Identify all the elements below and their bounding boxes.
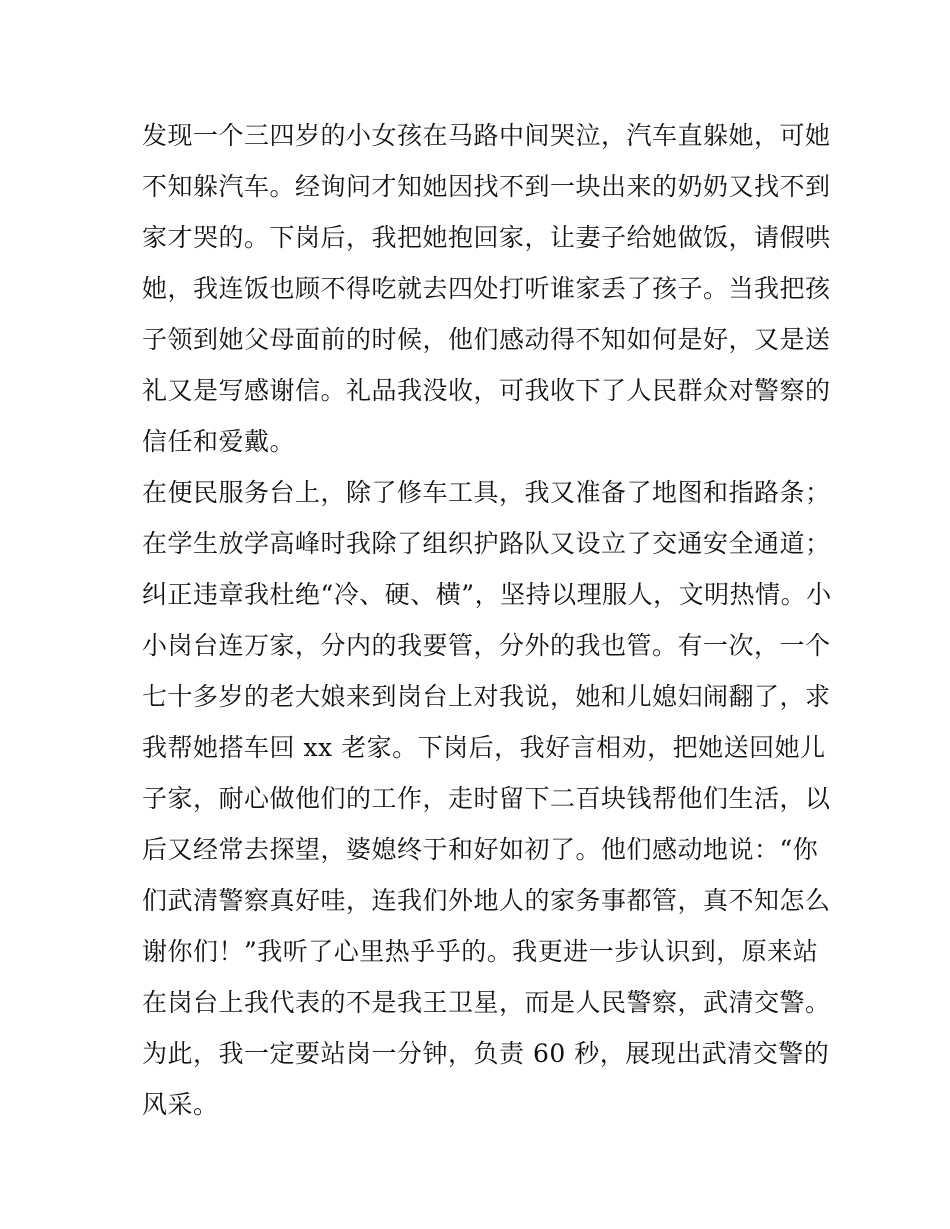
text-line: 后又经常去探望，婆媳终于和好如初了。他们感动地说：“你 <box>142 835 819 864</box>
text-line: 子家，耐心做他们的工作，走时留下二百块钱帮他们生活，以 <box>142 784 831 813</box>
text-line: 风采。 <box>142 1090 219 1119</box>
text-line: 信任和爱戴。 <box>142 427 296 456</box>
text-line: 子领到她父母面前的时候，他们感动得不知如何是好，又是送 <box>142 325 831 354</box>
text-line: 在学生放学高峰时我除了组织护路队又设立了交通安全通道； <box>142 529 831 558</box>
text-line: 为此，我一定要站岗一分钟，负责 60 秒，展现出武清交警的 <box>142 1039 830 1068</box>
paragraph-2 <box>142 467 832 1130</box>
text-line: 在岗台上我代表的不是我王卫星，而是人民警察，武清交警。 <box>142 988 831 1017</box>
text-line: 不知躲汽车。经询问才知她因找不到一块出来的奶奶又找不到 <box>142 172 831 201</box>
text-line: 我帮她搭车回 xx 老家。下岗后，我好言相劝，把她送回她儿 <box>142 733 826 762</box>
text-line: 谢你们！”我听了心里热乎乎的。我更进一步认识到，原来站 <box>142 937 819 966</box>
text-line: 她，我连饭也顾不得吃就去四处打听谁家丢了孩子。当我把孩 <box>142 274 831 303</box>
text-line: 们武清警察真好哇，连我们外地人的家务事都管，真不知怎么 <box>142 886 831 915</box>
text-line: 纠正违章我杜绝“冷、硬、横”，坚持以理服人，文明热情。小 <box>142 580 832 609</box>
text-line: 家才哭的。下岗后，我把她抱回家，让妻子给她做饭，请假哄 <box>142 223 831 252</box>
text-line: 七十多岁的老大娘来到岗台上对我说，她和儿媳妇闹翻了，求 <box>142 682 831 711</box>
text-line: 礼又是写感谢信。礼品我没收，可我收下了人民群众对警察的 <box>142 376 831 405</box>
paragraph-1 <box>142 110 831 467</box>
text-line: 小岗台连万家，分内的我要管，分外的我也管。有一次，一个 <box>142 631 831 660</box>
document-body <box>142 110 832 1130</box>
text-line: 在便民服务台上，除了修车工具，我又准备了地图和指路条； <box>142 478 831 507</box>
text-line: 发现一个三四岁的小女孩在马路中间哭泣，汽车直躲她，可她 <box>142 121 831 150</box>
